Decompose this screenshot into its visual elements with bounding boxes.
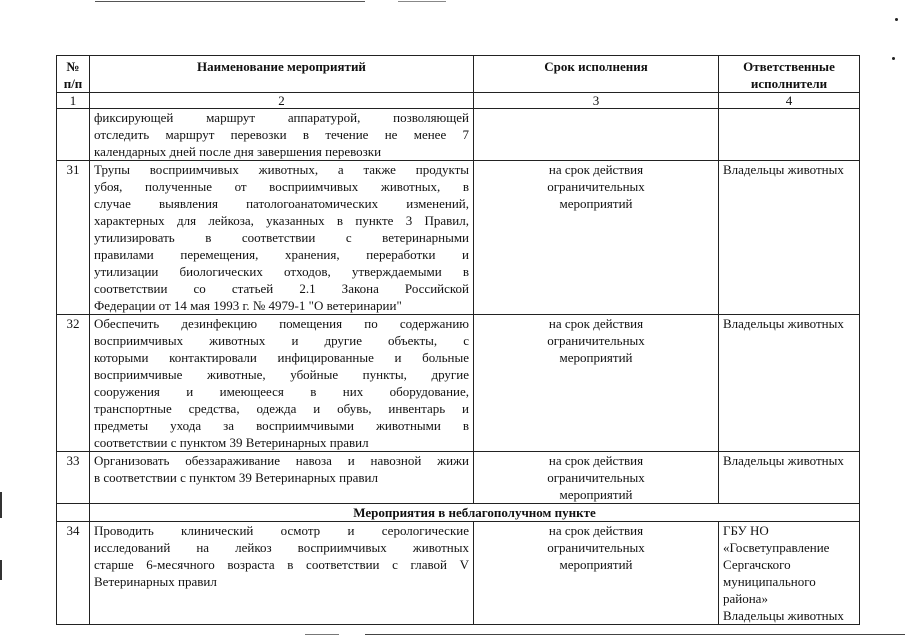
row-number: 32 [57, 315, 90, 452]
scan-artifact-top [95, 1, 365, 2]
scan-speck [895, 18, 898, 21]
table-row [57, 522, 860, 625]
responsible-text: ГБУ НО «Госветуправление Сергачского муниципального района» Владельцы животных [719, 522, 860, 625]
header-responsible: Ответственные исполнители [719, 56, 860, 93]
responsible-text: Владельцы животных [719, 452, 860, 504]
column-number: 4 [719, 93, 860, 109]
responsible-text: Владельцы животных [719, 315, 860, 452]
measure-text: фиксирующей маршрут аппаратурой, позволяющей отследить маршрут перевозки в течение не менее 7 календарных дней после дня завершения перевозки [90, 109, 474, 161]
column-number: 2 [90, 93, 474, 109]
term-text: на срок действия ограничительных мероприятий [474, 161, 719, 315]
term-text [474, 109, 719, 161]
header-measures: Наименование мероприятий [90, 56, 474, 93]
scan-artifact-bottom-short [305, 634, 339, 635]
table-row [57, 315, 860, 452]
measures-table [56, 55, 860, 625]
column-number: 1 [57, 93, 90, 109]
section-empty-cell [57, 504, 90, 522]
row-number [57, 109, 90, 161]
row-number: 31 [57, 161, 90, 315]
table-row [57, 452, 860, 504]
scan-edge-mark [0, 492, 2, 518]
header-number: № п/п [57, 56, 90, 93]
measure-text: Трупы восприимчивых животных, а также продукты убоя, полученные от восприимчивых животных, в случае выявления патологоанатомических изменений, характерных для лейкоза, указанных в пункте 3 Правил, утилизировать в соответствии с ветеринарными правилами перемещения, хранения, переработки и утилизации биологических отходов, утверждаемыми в соответствии со статьей 2.1 Закона Российской Федерации от 14 мая 1993 г. № 4979-1 "О ветеринарии" [90, 161, 474, 315]
row-number: 33 [57, 452, 90, 504]
scan-speck [892, 57, 895, 60]
row-number: 34 [57, 522, 90, 625]
measure-text: Обеспечить дезинфекцию помещения по содержанию восприимчивых животных и другие объекты, с которыми контактировали инфицированные и больные восприимчивые животные, убойные пункты, другие сооружения и имеющееся в них оборудование, транспортные средства, одежда и обувь, инвентарь и предметы ухода за восприимчивыми животными в соответствии с пунктом 39 Ветеринарных правил [90, 315, 474, 452]
header-term: Срок исполнения [474, 56, 719, 93]
column-numbers-row [57, 93, 860, 109]
measure-text: Проводить клинический осмотр и серологические исследований на лейкоз восприимчивых животных старше 6-месячного возраста в соответствии с главой V Ветеринарных правил [90, 522, 474, 625]
section-title: Мероприятия в неблагополучном пункте [90, 504, 860, 522]
table-row [57, 161, 860, 315]
scan-artifact-bottom [365, 634, 905, 635]
term-text: на срок действия ограничительных мероприятий [474, 315, 719, 452]
scan-artifact-top-short [398, 1, 446, 2]
section-row [57, 504, 860, 522]
table-row [57, 109, 860, 161]
term-text: на срок действия ограничительных мероприятий [474, 522, 719, 625]
term-text: на срок действия ограничительных мероприятий [474, 452, 719, 504]
measure-text: Организовать обеззараживание навоза и навозной жижи в соответствии с пунктом 39 Ветеринарных правил [90, 452, 474, 504]
column-number: 3 [474, 93, 719, 109]
responsible-text: Владельцы животных [719, 161, 860, 315]
table-header-row [57, 56, 860, 93]
responsible-text [719, 109, 860, 161]
table-body [57, 109, 860, 625]
scan-edge-mark [0, 560, 2, 580]
